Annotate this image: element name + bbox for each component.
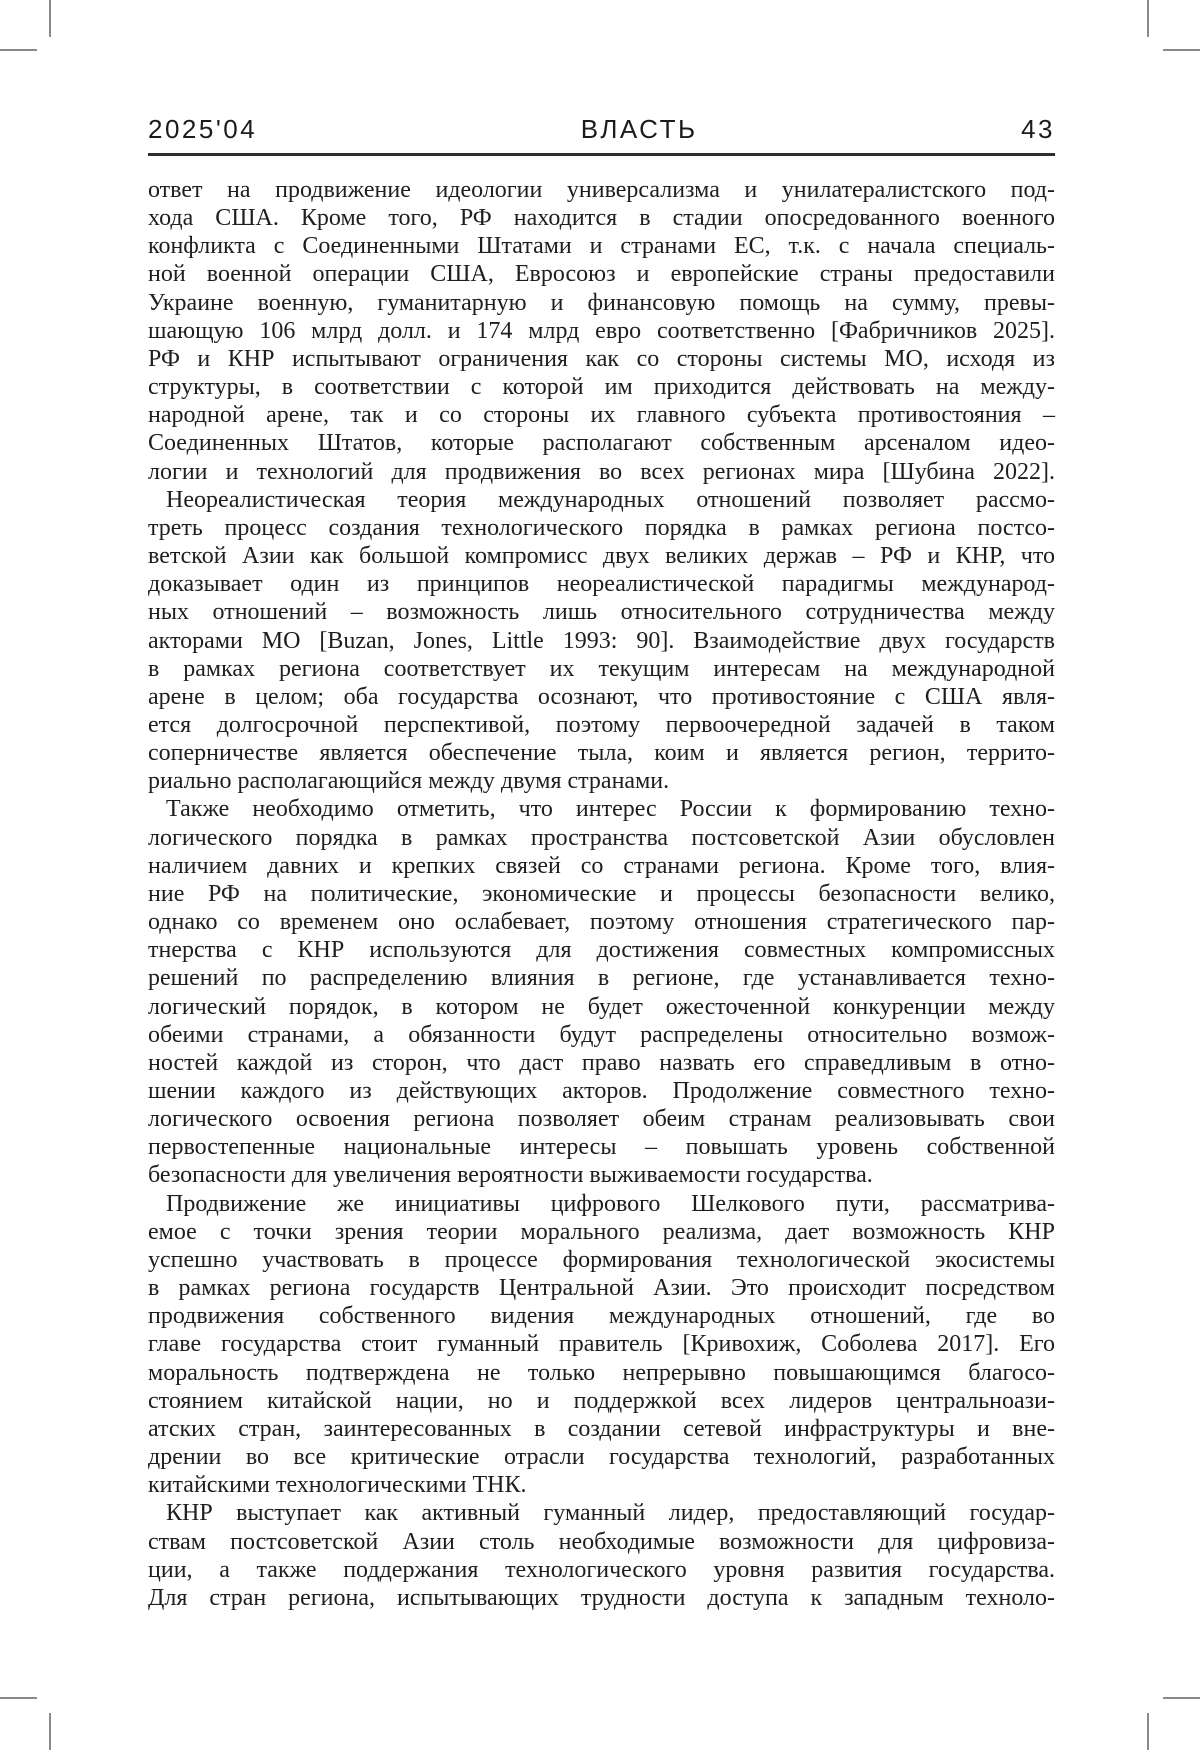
text-line: в рамках региона соответствует их текущим интересам на международной bbox=[148, 655, 1055, 682]
text-line: структуры, в соответствии с которой им приходится действовать на между- bbox=[148, 374, 1055, 401]
text-line: ствам постсоветской Азии столь необходимые возможности для цифровиза- bbox=[148, 1528, 1055, 1555]
text-line: ной военной операции США, Евросоюз и европейские страны предоставили bbox=[148, 261, 1055, 288]
paragraph bbox=[148, 176, 1055, 486]
paragraph bbox=[148, 486, 1055, 796]
crop-mark-bottom-right-vertical bbox=[1147, 1713, 1149, 1750]
text-line: продвижения собственного видения международных отношений, где во bbox=[148, 1303, 1055, 1330]
page-number: 43 bbox=[1021, 114, 1055, 144]
crop-mark-top-right-vertical bbox=[1147, 0, 1149, 37]
text-line: треть процесс создания технологического порядка в рамках региона постсо- bbox=[148, 514, 1055, 541]
article-text bbox=[148, 176, 1055, 1612]
text-line: китайскими технологическими ТНК. bbox=[148, 1472, 527, 1499]
text-line: народной арене, так и со стороны их главного субъекта противостояния – bbox=[148, 402, 1055, 429]
text-line: в рамках региона государств Центральной Азии. Это происходит посредством bbox=[148, 1275, 1055, 1302]
text-line: ние РФ на политические, экономические и процессы безопасности велико, bbox=[148, 880, 1055, 907]
text-line: логии и технологий для продвижения во всех регионах мира [Шубина 2022]. bbox=[148, 458, 1055, 485]
text-line: акторами МО [Buzan, Jones, Little 1993: 90]. Взаимодействие двух государств bbox=[148, 627, 1055, 654]
text-line: логический порядок, в котором не будет ожесточенной конкуренции между bbox=[148, 993, 1055, 1020]
header-rule bbox=[148, 153, 1055, 156]
text-line: соперничестве является обеспечение тыла, коим и является регион, террито- bbox=[148, 740, 1055, 767]
text-line: риально располагающийся между двумя странами. bbox=[148, 768, 670, 795]
crop-mark-bottom-left-horizontal bbox=[0, 1697, 37, 1699]
text-line: хода США. Кроме того, РФ находится в стадии опосредованного военного bbox=[148, 205, 1055, 232]
text-line: стоянием китайской нации, но и поддержкой всех лидеров центральноази- bbox=[148, 1387, 1055, 1414]
text-line: Украине военную, гуманитарную и финансовую помощь на сумму, превы- bbox=[148, 289, 1055, 316]
text-line: тнерства с КНР используются для достижения совместных компромиссных bbox=[148, 937, 1055, 964]
text-line: доказывает один из принципов неореалистической парадигмы международ- bbox=[148, 571, 1055, 598]
text-line: ответ на продвижение идеологии универсализма и унилатералистского под- bbox=[148, 177, 1055, 203]
text-line: ветской Азии как большой компромисс двух великих держав – РФ и КНР, что bbox=[148, 543, 1055, 570]
text-line: Также необходимо отметить, что интерес России к формированию техно- bbox=[166, 796, 1055, 823]
text-line: ностей каждой из сторон, что даст право назвать его справедливым в отно- bbox=[148, 1049, 1055, 1076]
text-line: Для стран региона, испытывающих трудности доступа к западным техноло- bbox=[148, 1584, 1055, 1611]
journal-title: ВЛАСТЬ bbox=[580, 114, 698, 144]
text-line: Соединенных Штатов, которые располагают собственным арсеналом идео- bbox=[148, 430, 1055, 457]
text-line: Неореалистическая теория международных отношений позволяет рассмо- bbox=[166, 486, 1055, 513]
text-line: конфликта с Соединенными Штатами и странами ЕС, т.к. с начала специаль- bbox=[148, 233, 1055, 260]
text-line: обеими странами, а обязанности будут распределены относительно возмож- bbox=[148, 1021, 1055, 1048]
text-line: арене в целом; оба государства осознают, что противостояние с США явля- bbox=[148, 683, 1055, 710]
text-line: шающую 106 млрд долл. и 174 млрд евро соответственно [Фабричников 2025]. bbox=[148, 317, 1055, 344]
text-line: логического порядка в рамках пространства постсоветской Азии обусловлен bbox=[148, 824, 1055, 851]
text-line: успешно участвовать в процессе формирования технологической экосистемы bbox=[148, 1246, 1055, 1273]
crop-mark-top-right-horizontal bbox=[1163, 49, 1200, 51]
crop-mark-top-left-horizontal bbox=[0, 49, 37, 51]
text-line: главе государства стоит гуманный правитель [Кривохиж, Соболева 2017]. Его bbox=[148, 1331, 1055, 1358]
text-line: наличием давних и крепких связей со странами региона. Кроме того, влия- bbox=[148, 852, 1055, 879]
text-line: КНР выступает как активный гуманный лидер, предоставляющий государ- bbox=[166, 1500, 1055, 1527]
text-line: ных отношений – возможность лишь относительного сотрудничества между bbox=[148, 599, 1055, 626]
paragraph bbox=[148, 1499, 1055, 1612]
crop-mark-bottom-right-horizontal bbox=[1163, 1697, 1200, 1699]
text-line: шении каждого из действующих акторов. Продолжение совместного техно- bbox=[148, 1078, 1055, 1104]
crop-mark-top-left-vertical bbox=[49, 0, 51, 37]
text-line: ции, а также поддержания технологического уровня развития государства. bbox=[148, 1556, 1055, 1583]
crop-mark-bottom-left-vertical bbox=[49, 1713, 51, 1750]
text-line: дрении во все критические отрасли государства технологий, разработанных bbox=[148, 1444, 1055, 1471]
paragraph bbox=[148, 1190, 1055, 1500]
text-line: решений по распределению влияния в регионе, где устанавливается техно- bbox=[148, 965, 1055, 992]
text-line: Продвижение же инициативы цифрового Шелкового пути, рассматрива- bbox=[166, 1190, 1055, 1217]
paragraph bbox=[148, 795, 1055, 1189]
text-line: емое с точки зрения теории морального реализма, дает возможность КНР bbox=[148, 1218, 1055, 1245]
issue-label: 2025'04 bbox=[148, 114, 258, 144]
text-line: атских стран, заинтересованных в создании сетевой инфраструктуры и вне- bbox=[148, 1415, 1055, 1442]
text-line: РФ и КНР испытывают ограничения как со стороны системы МО, исходя из bbox=[148, 345, 1055, 372]
text-line: моральность подтверждена не только непрерывно повышающимся благосо- bbox=[148, 1359, 1055, 1386]
text-line: первостепенные национальные интересы – повышать уровень собственной bbox=[148, 1134, 1055, 1161]
text-line: логического освоения региона позволяет обеим странам реализовывать свои bbox=[148, 1106, 1055, 1133]
text-line: однако со временем оно ослабевает, поэтому отношения стратегического пар- bbox=[148, 909, 1055, 936]
text-line: ется долгосрочной перспективой, поэтому первоочередной задачей в таком bbox=[148, 711, 1055, 738]
text-line: безопасности для увеличения вероятности выживаемости государства. bbox=[148, 1162, 873, 1189]
running-head bbox=[148, 114, 1055, 144]
